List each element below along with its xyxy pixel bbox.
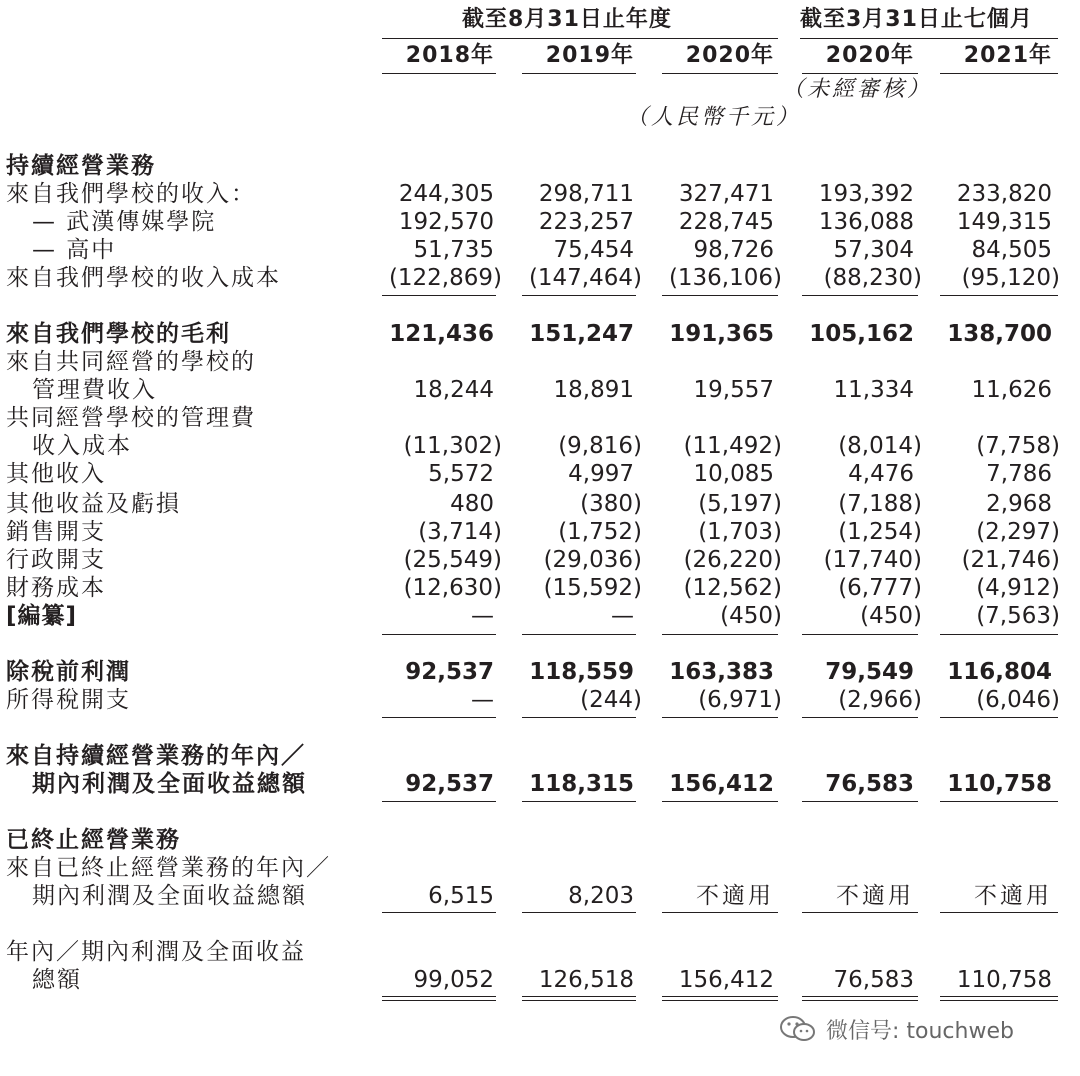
subtotal-rule — [802, 801, 918, 802]
year-header-5: 2021年 — [963, 43, 1052, 68]
cell: (12,562) — [683, 575, 782, 601]
subtotal-rule — [522, 634, 636, 635]
cell: 11,626 — [971, 377, 1052, 403]
cell: 4,476 — [848, 461, 914, 487]
subtotal-rule — [802, 634, 918, 635]
watermark — [778, 1012, 1058, 1046]
cell: (1,752) — [558, 519, 642, 545]
wechat-icon — [778, 1014, 818, 1044]
cell: 7,786 — [986, 461, 1052, 487]
subtotal-rule — [940, 801, 1058, 802]
cell: 76,583 — [833, 967, 914, 993]
cell: (11,302) — [403, 433, 502, 459]
cell: 110,758 — [947, 771, 1052, 797]
header-group-seven-months: 截至3月31日止七個月 — [800, 7, 1033, 32]
year-header-4: 2020年 — [825, 43, 914, 68]
cell: 不適用 — [696, 883, 774, 909]
header-group-rule-7m — [800, 38, 1058, 39]
subtotal-rule — [382, 634, 496, 635]
cell: 156,412 — [669, 771, 774, 797]
cell: (7,758) — [976, 433, 1060, 459]
row-label: 來自我們學校的收入： — [6, 181, 256, 207]
row-label: [編纂] — [6, 603, 78, 629]
subtotal-rule — [382, 717, 496, 718]
cell: (7,563) — [976, 603, 1060, 629]
total-double-rule — [382, 996, 496, 1001]
subtotal-rule — [662, 912, 778, 913]
cell: 193,392 — [818, 181, 914, 207]
cell: 98,726 — [693, 237, 774, 263]
cell: (12,630) — [403, 575, 502, 601]
subtotal-rule — [662, 634, 778, 635]
cell: 121,436 — [389, 321, 494, 347]
row-label: 其他收入 — [6, 461, 106, 487]
cell: (88,230) — [823, 265, 922, 291]
cell: (25,549) — [403, 547, 502, 573]
row-label: 年內／期內利潤及全面收益 — [6, 939, 306, 965]
cell: 51,735 — [413, 237, 494, 263]
row-label: 來自持續經營業務的年內／ — [6, 743, 306, 769]
cell: 228,745 — [678, 209, 774, 235]
cell: 298,711 — [538, 181, 634, 207]
cell: — — [611, 603, 634, 629]
cell: (29,036) — [543, 547, 642, 573]
subtotal-rule — [662, 717, 778, 718]
subtotal-rule — [382, 295, 496, 296]
total-double-rule — [802, 996, 918, 1001]
cell: 136,088 — [818, 209, 914, 235]
subtotal-rule — [522, 912, 636, 913]
cell: 149,315 — [956, 209, 1052, 235]
cell: (122,869) — [388, 265, 502, 291]
cell: (4,912) — [976, 575, 1060, 601]
row-label: 財務成本 — [6, 575, 106, 601]
row-label: 共同經營學校的管理費 — [6, 405, 256, 431]
row-label: 來自已終止經營業務的年內／ — [6, 855, 331, 881]
cell: (450) — [720, 603, 782, 629]
subtotal-rule — [940, 295, 1058, 296]
cell: — — [471, 603, 494, 629]
cell: 118,559 — [529, 659, 634, 685]
cell: (1,703) — [698, 519, 782, 545]
subtotal-rule — [662, 801, 778, 802]
cell: 110,758 — [956, 967, 1052, 993]
cell: 76,583 — [825, 771, 914, 797]
cell: 2,968 — [986, 491, 1052, 517]
row-label: 行政開支 — [6, 547, 106, 573]
cell: 92,537 — [405, 659, 494, 685]
unaudited-note: （未經審核） — [782, 77, 933, 102]
cell: 163,383 — [669, 659, 774, 685]
row-label: 總額 — [32, 967, 82, 993]
cell: (95,120) — [961, 265, 1060, 291]
cell: 不適用 — [836, 883, 914, 909]
subtotal-rule — [382, 801, 496, 802]
cell: (6,046) — [976, 687, 1060, 713]
header-group-rule-fy — [382, 38, 778, 39]
subtotal-rule — [662, 295, 778, 296]
cell: (380) — [580, 491, 642, 517]
cell: 8,203 — [568, 883, 634, 909]
cell: (244) — [580, 687, 642, 713]
cell: 223,257 — [538, 209, 634, 235]
cell: (1,254) — [838, 519, 922, 545]
cell: 99,052 — [413, 967, 494, 993]
subtotal-rule — [802, 912, 918, 913]
row-label: 銷售開支 — [6, 519, 106, 545]
cell: 233,820 — [956, 181, 1052, 207]
year-header-rule-2 — [522, 73, 636, 74]
row-label: 收入成本 — [32, 433, 132, 459]
cell: 192,570 — [398, 209, 494, 235]
cell: 18,244 — [413, 377, 494, 403]
cell: 116,804 — [947, 659, 1052, 685]
cell: (2,966) — [838, 687, 922, 713]
total-double-rule — [522, 996, 636, 1001]
cell: 18,891 — [553, 377, 634, 403]
year-header-2: 2019年 — [545, 43, 634, 68]
cell: (15,592) — [543, 575, 642, 601]
cell: 480 — [450, 491, 494, 517]
cell: 156,412 — [678, 967, 774, 993]
cell: 19,557 — [693, 377, 774, 403]
subtotal-rule — [940, 717, 1058, 718]
year-header-rule-1 — [382, 73, 496, 74]
watermark-text: 微信号: touchweb — [826, 1018, 1014, 1044]
subtotal-rule — [940, 912, 1058, 913]
subtotal-rule — [522, 295, 636, 296]
cell: 6,515 — [428, 883, 494, 909]
cell: 244,305 — [398, 181, 494, 207]
cell: 5,572 — [428, 461, 494, 487]
row-label: 其他收益及虧損 — [6, 491, 181, 517]
row-label: 期內利潤及全面收益總額 — [32, 883, 307, 909]
subtotal-rule — [382, 912, 496, 913]
row-label: — 武漢傳媒學院 — [32, 209, 217, 235]
row-label: 持續經營業務 — [6, 153, 156, 179]
cell: 84,505 — [971, 237, 1052, 263]
cell: 92,537 — [405, 771, 494, 797]
cell: (9,816) — [558, 433, 642, 459]
year-header-rule-3 — [662, 73, 778, 74]
cell: 151,247 — [529, 321, 634, 347]
row-label: 除稅前利潤 — [6, 659, 131, 685]
header-group-fiscal-year: 截至8月31日止年度 — [462, 7, 672, 32]
cell: 105,162 — [809, 321, 914, 347]
cell: 10,085 — [693, 461, 774, 487]
cell: (17,740) — [823, 547, 922, 573]
row-label: 已終止經營業務 — [6, 827, 181, 853]
cell: (11,492) — [683, 433, 782, 459]
cell: 327,471 — [678, 181, 774, 207]
cell: (136,106) — [668, 265, 782, 291]
total-double-rule — [662, 996, 778, 1001]
cell: (450) — [860, 603, 922, 629]
cell: (21,746) — [961, 547, 1060, 573]
row-label: 來自共同經營的學校的 — [6, 349, 256, 375]
cell: — — [471, 687, 494, 713]
subtotal-rule — [522, 801, 636, 802]
cell: (147,464) — [528, 265, 642, 291]
row-label: 來自我們學校的收入成本 — [6, 265, 281, 291]
row-label: 管理費收入 — [32, 377, 157, 403]
subtotal-rule — [522, 717, 636, 718]
row-label: 期內利潤及全面收益總額 — [32, 771, 307, 797]
row-label: — 高中 — [32, 237, 117, 263]
cell: 126,518 — [538, 967, 634, 993]
cell: (2,297) — [976, 519, 1060, 545]
cell: 118,315 — [529, 771, 634, 797]
year-header-rule-4 — [802, 73, 918, 74]
subtotal-rule — [940, 634, 1058, 635]
cell: 79,549 — [825, 659, 914, 685]
year-header-3: 2020年 — [685, 43, 774, 68]
cell: 57,304 — [833, 237, 914, 263]
cell: (5,197) — [698, 491, 782, 517]
row-label: 所得稅開支 — [6, 687, 131, 713]
cell: (6,971) — [698, 687, 782, 713]
subtotal-rule — [802, 717, 918, 718]
cell: 4,997 — [568, 461, 634, 487]
year-header-1: 2018年 — [405, 43, 494, 68]
cell: (6,777) — [838, 575, 922, 601]
total-double-rule — [940, 996, 1058, 1001]
cell: (26,220) — [683, 547, 782, 573]
cell: 191,365 — [669, 321, 774, 347]
cell: (7,188) — [838, 491, 922, 517]
row-label: 來自我們學校的毛利 — [6, 321, 231, 347]
unit-note: （人民幣千元） — [626, 105, 802, 130]
cell: 75,454 — [553, 237, 634, 263]
cell: 138,700 — [947, 321, 1052, 347]
cell: (8,014) — [838, 433, 922, 459]
subtotal-rule — [802, 295, 918, 296]
cell: (3,714) — [418, 519, 502, 545]
year-header-rule-5 — [940, 73, 1058, 74]
cell: 11,334 — [833, 377, 914, 403]
cell: 不適用 — [974, 883, 1052, 909]
